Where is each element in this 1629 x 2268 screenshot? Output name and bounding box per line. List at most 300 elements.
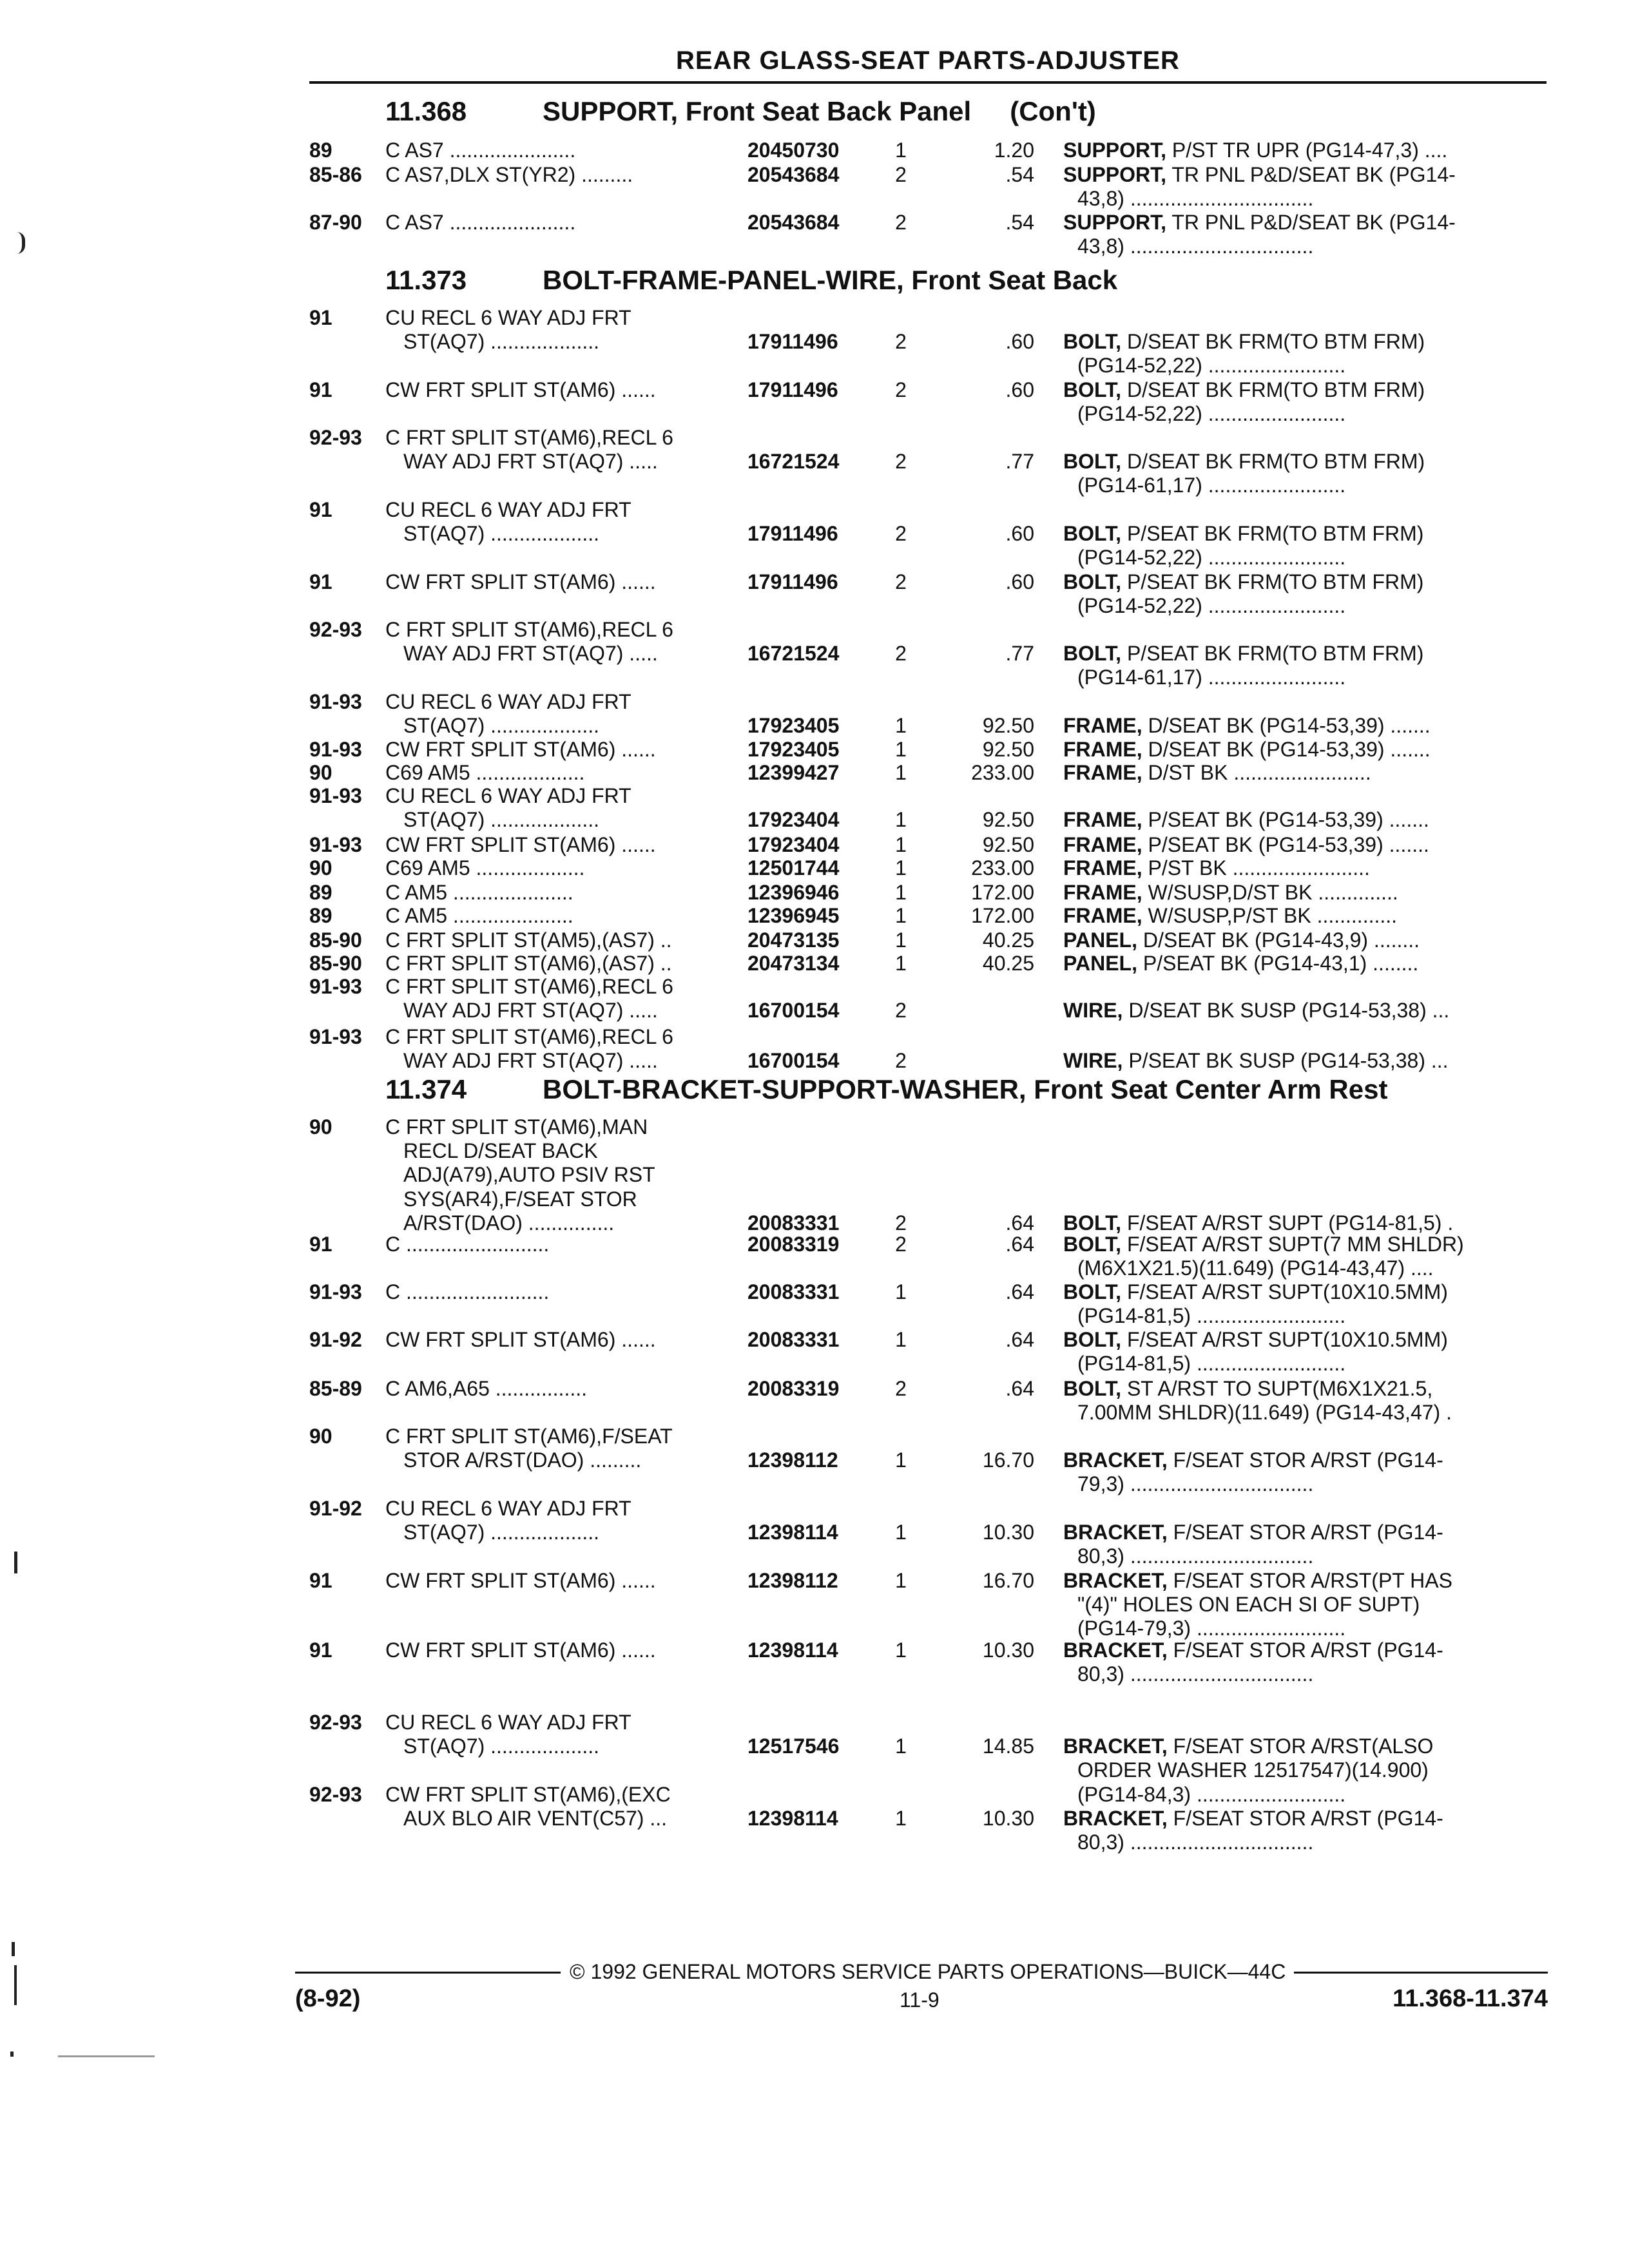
model-description: C AM5 ..................... xyxy=(385,881,574,904)
part-detail: P/SEAT BK (PG14-53,39) ....... xyxy=(1142,808,1429,832)
model-description: AUX BLO AIR VENT(C57) ... xyxy=(403,1807,667,1831)
section-number: 11.374 xyxy=(385,1074,467,1104)
part-number: 12398112 xyxy=(747,1569,838,1592)
model-year: 91-93 xyxy=(309,690,362,713)
margin-mark-5 xyxy=(10,2052,14,2057)
part-name: BOLT, xyxy=(1063,522,1122,546)
footer-rule-right xyxy=(1294,1972,1548,1974)
part-detail: W/SUSP,D/ST BK .............. xyxy=(1142,881,1398,904)
price: .77 xyxy=(1005,450,1034,474)
part-description xyxy=(1063,570,1530,594)
section-number: 11.368 xyxy=(385,96,467,126)
part-number: 17923404 xyxy=(747,833,840,856)
price: .60 xyxy=(1005,330,1034,354)
model-year: 91 xyxy=(309,1233,333,1256)
part-number: 20083331 xyxy=(747,1211,840,1235)
section-number: 11.373 xyxy=(385,265,467,295)
model-description: CU RECL 6 WAY ADJ FRT xyxy=(385,1711,631,1734)
section-name: BOLT-FRAME-PANEL-WIRE, Front Seat Back xyxy=(543,265,1118,295)
model-description: CW FRT SPLIT ST(AM6) ...... xyxy=(385,738,656,761)
table-row xyxy=(0,760,1629,785)
part-description-continued: 80,3) ................................ xyxy=(1077,1662,1314,1686)
model-description: ST(AQ7) ................... xyxy=(403,714,600,738)
quantity: 1 xyxy=(895,904,907,927)
quantity: 2 xyxy=(895,378,907,401)
part-name: BOLT, xyxy=(1063,1280,1122,1303)
part-description xyxy=(1063,329,1530,354)
part-name: FRAME, xyxy=(1063,761,1142,784)
table-row xyxy=(0,162,1629,187)
price: .60 xyxy=(1005,378,1034,401)
quantity: 2 xyxy=(895,642,907,666)
table-row xyxy=(0,807,1629,832)
model-description: C FRT SPLIT ST(AM6),(AS7) .. xyxy=(385,952,672,975)
part-description xyxy=(1063,1280,1530,1304)
section-title-11-373 xyxy=(385,264,1117,296)
part-name: BOLT, xyxy=(1063,1328,1122,1351)
table-row xyxy=(0,974,1629,999)
part-number: 17923404 xyxy=(747,808,840,832)
footer-copyright: © 1992 GENERAL MOTORS SERVICE PARTS OPERATIONS—BUICK—44C xyxy=(570,1960,1286,1983)
price: 10.30 xyxy=(982,1639,1034,1662)
model-description: ST(AQ7) ................... xyxy=(403,330,600,354)
part-description xyxy=(1063,162,1530,187)
part-description-continued: 7.00MM SHLDR)(11.649) (PG14-43,47) . xyxy=(1077,1401,1452,1425)
part-detail: D/SEAT BK SUSP (PG14-53,38) ... xyxy=(1123,999,1450,1023)
price: .64 xyxy=(1005,1328,1034,1351)
model-description: CW FRT SPLIT ST(AM6) ...... xyxy=(385,1639,656,1662)
part-detail: F/SEAT STOR A/RST (PG14- xyxy=(1167,1521,1443,1544)
price: 233.00 xyxy=(971,856,1034,879)
margin-mark-4 xyxy=(14,1965,17,2005)
price: .64 xyxy=(1005,1280,1034,1303)
part-name: SUPPORT, xyxy=(1063,139,1167,162)
part-number: 16721524 xyxy=(747,450,840,474)
table-row-continuation xyxy=(0,401,1629,426)
quantity: 1 xyxy=(895,1639,907,1662)
table-row-continuation xyxy=(0,1256,1629,1280)
part-detail: P/SEAT BK SUSP (PG14-53,38) ... xyxy=(1123,1049,1449,1073)
model-description: C AS7 ...................... xyxy=(385,139,576,162)
table-row xyxy=(0,1162,1629,1187)
part-number: 20473134 xyxy=(747,952,840,975)
section-name: SUPPORT, Front Seat Back Panel xyxy=(543,96,972,126)
part-description-continued: (PG14-52,22) ........................ xyxy=(1077,546,1346,570)
part-description xyxy=(1063,998,1530,1023)
part-number: 16700154 xyxy=(747,1049,840,1073)
quantity: 2 xyxy=(895,570,907,593)
part-description-continued: (M6X1X21.5)(11.649) (PG14-43,47) .... xyxy=(1077,1256,1434,1280)
model-year: 90 xyxy=(309,761,333,784)
table-row xyxy=(0,1806,1629,1831)
part-name: BRACKET, xyxy=(1063,1807,1168,1831)
model-description: ST(AQ7) ................... xyxy=(403,1735,600,1758)
model-description: RECL D/SEAT BACK xyxy=(403,1139,598,1163)
part-name: FRAME, xyxy=(1063,856,1142,879)
price: 92.50 xyxy=(982,833,1034,856)
part-description-continued: (PG14-61,17) ........................ xyxy=(1077,666,1346,689)
quantity: 1 xyxy=(895,1448,907,1472)
model-description: CU RECL 6 WAY ADJ FRT xyxy=(385,498,631,521)
part-description-continued: (PG14-61,17) ........................ xyxy=(1077,474,1346,497)
price: 92.50 xyxy=(982,808,1034,832)
price: 172.00 xyxy=(971,904,1034,927)
table-row xyxy=(0,903,1629,928)
quantity: 1 xyxy=(895,1328,907,1351)
part-description-continued: (PG14-79,3) .......................... xyxy=(1077,1617,1346,1640)
part-name: BRACKET, xyxy=(1063,1521,1168,1544)
quantity: 2 xyxy=(895,1211,907,1235)
section-continued: (Con't) xyxy=(1010,96,1096,126)
table-row xyxy=(0,1280,1629,1304)
part-description xyxy=(1063,737,1530,762)
part-number: 16700154 xyxy=(747,999,840,1023)
model-year: 91 xyxy=(309,378,333,401)
price: 10.30 xyxy=(982,1521,1034,1544)
section-name: BOLT-BRACKET-SUPPORT-WASHER, Front Seat Center Arm Rest xyxy=(543,1074,1388,1104)
model-year: 91-93 xyxy=(309,738,362,761)
table-row xyxy=(0,210,1629,235)
model-year: 91 xyxy=(309,570,333,593)
model-description: C FRT SPLIT ST(AM5),(AS7) .. xyxy=(385,928,672,952)
part-description-continued: (PG14-84,3) .......................... xyxy=(1077,1782,1346,1806)
part-detail: ST A/RST TO SUPT(M6X1X21.5, xyxy=(1121,1377,1433,1400)
quantity: 1 xyxy=(895,1521,907,1544)
model-year: 91-92 xyxy=(309,1328,362,1351)
part-detail: TR PNL P&D/SEAT BK (PG14- xyxy=(1166,163,1456,186)
price: 92.50 xyxy=(982,714,1034,738)
model-year: 91-93 xyxy=(309,1025,362,1048)
quantity: 1 xyxy=(895,881,907,904)
model-year: 90 xyxy=(309,1115,333,1139)
quantity: 1 xyxy=(895,928,907,952)
quantity: 2 xyxy=(895,522,907,546)
model-description: CW FRT SPLIT ST(AM6) ...... xyxy=(385,1328,656,1351)
part-description xyxy=(1063,713,1530,738)
price: .54 xyxy=(1005,211,1034,234)
table-row xyxy=(0,1568,1629,1593)
table-row xyxy=(0,1115,1629,1139)
part-name: FRAME, xyxy=(1063,881,1142,904)
model-description: C AM6,A65 ................ xyxy=(385,1377,587,1400)
price: .64 xyxy=(1005,1377,1034,1400)
table-row-continuation xyxy=(0,593,1629,618)
model-description: C FRT SPLIT ST(AM6),RECL 6 xyxy=(385,1025,673,1048)
model-year: 85-90 xyxy=(309,952,362,975)
part-description-continued: 79,3) ................................ xyxy=(1077,1472,1314,1496)
quantity: 2 xyxy=(895,1233,907,1256)
model-description: C FRT SPLIT ST(AM6),RECL 6 xyxy=(385,426,673,449)
part-number: 12517546 xyxy=(747,1735,840,1758)
part-number: 16721524 xyxy=(747,642,840,666)
part-description xyxy=(1063,1638,1530,1662)
table-row-continuation xyxy=(0,473,1629,497)
part-detail: D/SEAT BK FRM(TO BTM FRM) xyxy=(1121,330,1425,354)
part-description-continued: (PG14-81,5) .......................... xyxy=(1077,1352,1346,1376)
table-row xyxy=(0,737,1629,762)
table-row-continuation xyxy=(0,1592,1629,1617)
part-description xyxy=(1063,760,1530,785)
part-detail: F/SEAT STOR A/RST(ALSO xyxy=(1167,1735,1434,1758)
part-number: 20083331 xyxy=(747,1280,840,1303)
part-number: 17911496 xyxy=(747,522,838,546)
part-description xyxy=(1063,1520,1530,1544)
model-year: 91-92 xyxy=(309,1497,362,1520)
part-name: BOLT, xyxy=(1063,1233,1122,1256)
table-row xyxy=(0,832,1629,857)
table-row-continuation xyxy=(0,1472,1629,1496)
part-detail: P/SEAT BK (PG14-53,39) ....... xyxy=(1142,833,1429,856)
part-number: 20083331 xyxy=(747,1328,840,1351)
model-description: A/RST(DAO) ............... xyxy=(403,1211,615,1235)
part-detail: D/ST BK ........................ xyxy=(1142,761,1371,784)
table-row xyxy=(0,713,1629,738)
model-description: WAY ADJ FRT ST(AQ7) ..... xyxy=(403,642,658,666)
model-year: 92-93 xyxy=(309,1783,362,1806)
model-description: WAY ADJ FRT ST(AQ7) ..... xyxy=(403,1049,658,1073)
part-detail: P/SEAT BK (PG14-43,1) ........ xyxy=(1137,952,1419,975)
table-row-continuation xyxy=(0,1351,1629,1376)
model-description: ST(AQ7) ................... xyxy=(403,1521,600,1544)
table-row-continuation xyxy=(0,1544,1629,1568)
table-row xyxy=(0,641,1629,666)
model-year: 89 xyxy=(309,139,333,162)
table-row xyxy=(0,1734,1629,1758)
table-row xyxy=(0,928,1629,952)
part-detail: F/SEAT STOR A/RST (PG14- xyxy=(1167,1448,1443,1472)
table-row-continuation xyxy=(0,1758,1629,1782)
quantity: 2 xyxy=(895,450,907,474)
part-description xyxy=(1063,378,1530,402)
model-description: CW FRT SPLIT ST(AM6) ...... xyxy=(385,1569,656,1592)
table-row xyxy=(0,880,1629,905)
price: 14.85 xyxy=(982,1735,1034,1758)
model-description: C ......................... xyxy=(385,1233,550,1256)
price: .60 xyxy=(1005,570,1034,593)
part-name: BOLT, xyxy=(1063,378,1122,401)
table-row xyxy=(0,449,1629,474)
table-row xyxy=(0,378,1629,402)
table-row xyxy=(0,425,1629,450)
model-description: WAY ADJ FRT ST(AQ7) ..... xyxy=(403,999,658,1023)
part-name: BRACKET, xyxy=(1063,1569,1168,1592)
part-description xyxy=(1063,856,1530,880)
table-row xyxy=(0,329,1629,354)
model-year: 89 xyxy=(309,881,333,904)
quantity: 1 xyxy=(895,952,907,975)
part-description xyxy=(1063,1048,1530,1073)
part-number: 12396945 xyxy=(747,904,840,927)
part-number: 20543684 xyxy=(747,163,840,186)
quantity: 1 xyxy=(895,856,907,879)
table-row-continuation xyxy=(0,1400,1629,1425)
quantity: 2 xyxy=(895,163,907,186)
part-detail: F/SEAT A/RST SUPT (PG14-81,5) . xyxy=(1121,1211,1454,1235)
part-detail: F/SEAT A/RST SUPT(10X10.5MM) xyxy=(1121,1280,1448,1303)
model-description: ST(AQ7) ................... xyxy=(403,522,600,546)
quantity: 1 xyxy=(895,714,907,738)
part-number: 12398112 xyxy=(747,1448,838,1472)
model-description: CW FRT SPLIT ST(AM6),(EXC xyxy=(385,1783,671,1806)
table-row-continuation xyxy=(0,1303,1629,1328)
footer-date: (8-92) xyxy=(295,1985,361,2012)
model-description: CU RECL 6 WAY ADJ FRT xyxy=(385,1497,631,1520)
part-description xyxy=(1063,951,1530,975)
table-row xyxy=(0,951,1629,975)
part-description xyxy=(1063,832,1530,857)
model-year: 85-90 xyxy=(309,928,362,952)
table-row xyxy=(0,1232,1629,1256)
quantity: 1 xyxy=(895,1280,907,1303)
part-detail: W/SUSP,P/ST BK .............. xyxy=(1142,904,1398,927)
part-name: BRACKET, xyxy=(1063,1735,1168,1758)
part-name: WIRE, xyxy=(1063,999,1123,1023)
table-row xyxy=(0,1024,1629,1049)
model-year: 91-93 xyxy=(309,784,362,807)
quantity: 2 xyxy=(895,330,907,354)
part-description-continued: ORDER WASHER 12517547)(14.900) xyxy=(1077,1758,1429,1782)
part-number: 17923405 xyxy=(747,738,840,761)
price: .60 xyxy=(1005,522,1034,546)
model-year: 92-93 xyxy=(309,426,362,449)
part-detail: P/ST TR UPR (PG14-47,3) .... xyxy=(1166,139,1448,162)
table-row xyxy=(0,1448,1629,1472)
model-description: WAY ADJ FRT ST(AQ7) ..... xyxy=(403,450,658,474)
part-detail: D/SEAT BK (PG14-53,39) ....... xyxy=(1142,738,1431,761)
price: 40.25 xyxy=(982,952,1034,975)
model-description: SYS(AR4),F/SEAT STOR xyxy=(403,1187,637,1211)
table-row xyxy=(0,689,1629,714)
model-year: 90 xyxy=(309,856,333,879)
part-description-continued: (PG14-52,22) ........................ xyxy=(1077,402,1346,426)
price: 172.00 xyxy=(971,881,1034,904)
part-description-continued: "(4)" HOLES ON EACH SI OF SUPT) xyxy=(1077,1593,1420,1617)
part-detail: P/SEAT BK FRM(TO BTM FRM) xyxy=(1121,642,1424,666)
part-description-continued: (PG14-52,22) ........................ xyxy=(1077,354,1346,378)
table-row-continuation xyxy=(0,1830,1629,1854)
model-year: 91-93 xyxy=(309,975,362,998)
section-title-11-374 xyxy=(385,1073,1387,1106)
table-row xyxy=(0,1496,1629,1521)
page-header-title: REAR GLASS-SEAT PARTS-ADJUSTER xyxy=(676,46,1180,75)
part-detail: D/SEAT BK FRM(TO BTM FRM) xyxy=(1121,450,1425,474)
part-description-continued: 80,3) ................................ xyxy=(1077,1544,1314,1568)
model-description: CU RECL 6 WAY ADJ FRT xyxy=(385,784,631,807)
table-row xyxy=(0,1327,1629,1352)
part-name: FRAME, xyxy=(1063,808,1142,832)
quantity: 1 xyxy=(895,808,907,832)
quantity: 1 xyxy=(895,1807,907,1831)
model-description: C69 AM5 ................... xyxy=(385,761,585,784)
model-year: 92-93 xyxy=(309,1711,362,1734)
table-row xyxy=(0,497,1629,522)
part-description xyxy=(1063,1327,1530,1352)
model-description: CU RECL 6 WAY ADJ FRT xyxy=(385,306,631,329)
quantity: 2 xyxy=(895,1049,907,1073)
footer-page-number: 11-9 xyxy=(900,1988,940,2012)
table-row-continuation xyxy=(0,665,1629,689)
model-description: C ......................... xyxy=(385,1280,550,1303)
part-description-continued: 43,8) ................................ xyxy=(1077,235,1314,258)
part-detail: F/SEAT STOR A/RST (PG14- xyxy=(1167,1807,1443,1831)
part-description xyxy=(1063,1734,1530,1758)
model-year: 91 xyxy=(309,306,333,329)
model-description: ST(AQ7) ................... xyxy=(403,808,600,832)
model-description: C FRT SPLIT ST(AM6),RECL 6 xyxy=(385,618,673,641)
part-name: BRACKET, xyxy=(1063,1448,1168,1472)
table-row xyxy=(0,521,1629,546)
model-description: CW FRT SPLIT ST(AM6) ...... xyxy=(385,833,656,856)
part-description-continued: 80,3) ................................ xyxy=(1077,1831,1314,1854)
model-description: STOR A/RST(DAO) ......... xyxy=(403,1448,642,1472)
part-description xyxy=(1063,880,1530,905)
part-name: BOLT, xyxy=(1063,1377,1122,1400)
part-name: FRAME, xyxy=(1063,833,1142,856)
model-year: 91 xyxy=(309,498,333,521)
part-detail: D/SEAT BK (PG14-53,39) ....... xyxy=(1142,714,1431,738)
part-description xyxy=(1063,521,1530,546)
model-description: ADJ(A79),AUTO PSIV RST xyxy=(403,1163,655,1187)
part-description-continued: (PG14-52,22) ........................ xyxy=(1077,594,1346,618)
part-number: 17911496 xyxy=(747,378,838,401)
part-description xyxy=(1063,1806,1530,1831)
model-year: 91-93 xyxy=(309,1280,362,1303)
part-description xyxy=(1063,449,1530,474)
table-row xyxy=(0,1048,1629,1073)
part-number: 20543684 xyxy=(747,211,840,234)
price: 233.00 xyxy=(971,761,1034,784)
price: 40.25 xyxy=(982,928,1034,952)
model-year: 91 xyxy=(309,1639,333,1662)
table-row xyxy=(0,570,1629,594)
part-name: BOLT, xyxy=(1063,330,1122,354)
model-description: C FRT SPLIT ST(AM6),MAN xyxy=(385,1115,648,1139)
price: 16.70 xyxy=(982,1569,1034,1592)
model-year: 87-90 xyxy=(309,211,362,234)
quantity: 2 xyxy=(895,1377,907,1400)
table-row xyxy=(0,1376,1629,1401)
table-row xyxy=(0,1782,1629,1807)
price: 92.50 xyxy=(982,738,1034,761)
price: .77 xyxy=(1005,642,1034,666)
part-detail: P/SEAT BK FRM(TO BTM FRM) xyxy=(1121,570,1424,593)
table-row xyxy=(0,856,1629,880)
quantity: 1 xyxy=(895,1569,907,1592)
part-description xyxy=(1063,1448,1530,1472)
table-row xyxy=(0,1520,1629,1544)
price: .64 xyxy=(1005,1233,1034,1256)
part-number: 20450730 xyxy=(747,139,840,162)
model-description: CW FRT SPLIT ST(AM6) ...... xyxy=(385,570,656,593)
margin-mark-3 xyxy=(12,1942,15,1956)
part-name: BOLT, xyxy=(1063,642,1122,666)
part-number: 12501744 xyxy=(747,856,840,879)
header-rule xyxy=(309,81,1547,84)
part-number: 17923405 xyxy=(747,714,840,738)
table-row xyxy=(0,305,1629,330)
part-description xyxy=(1063,1232,1530,1256)
table-row xyxy=(0,1424,1629,1448)
model-description: C AS7 ...................... xyxy=(385,211,576,234)
model-description: C69 AM5 ................... xyxy=(385,856,585,879)
part-detail: TR PNL P&D/SEAT BK (PG14- xyxy=(1166,211,1456,234)
part-detail: D/SEAT BK (PG14-43,9) ........ xyxy=(1137,928,1420,952)
table-row xyxy=(0,138,1629,162)
part-name: BOLT, xyxy=(1063,1211,1122,1235)
part-description xyxy=(1063,641,1530,666)
part-description xyxy=(1063,138,1530,162)
model-description: C FRT SPLIT ST(AM6),F/SEAT xyxy=(385,1425,673,1448)
